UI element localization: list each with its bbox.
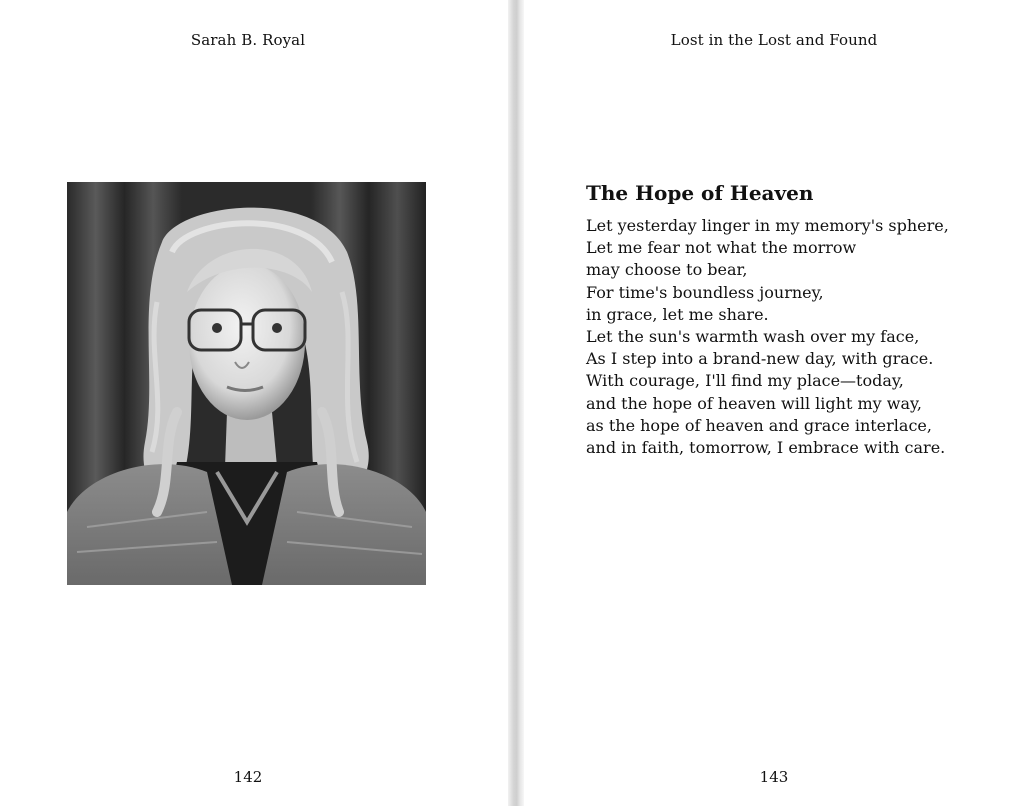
book-gutter: [508, 0, 524, 806]
poem-line: As I step into a brand-new day, with grace.: [586, 349, 934, 369]
poem-line: may choose to bear,: [586, 260, 748, 280]
poem-title: The Hope of Heaven: [586, 181, 814, 205]
poem-body: [586, 215, 949, 459]
page-number-right: 143: [759, 768, 789, 786]
poem-line: For time's boundless journey,: [586, 282, 824, 302]
poem-line: Let the sun's warmth wash over my face,: [586, 327, 920, 347]
poem-line: and the hope of heaven will light my way,: [586, 393, 923, 413]
left-page: [0, 0, 508, 806]
right-page: [524, 0, 1024, 806]
running-head-title: Lost in the Lost and Found: [670, 31, 878, 49]
poem-line: and in faith, tomorrow, I embrace with care.: [586, 438, 946, 458]
page-number-left: 142: [233, 768, 263, 786]
poem-line: Let me fear not what the morrow: [586, 238, 857, 258]
running-head-author: Sarah B. Royal: [190, 31, 306, 49]
poem-line: in grace, let me share.: [586, 304, 769, 324]
poem-line: as the hope of heaven and grace interlace,: [586, 415, 932, 435]
portrait-photo: [67, 182, 426, 585]
portrait-photo-icon: [67, 182, 426, 585]
poem-line: Let yesterday linger in my memory's sphere,: [586, 216, 949, 235]
poem-line: With courage, I'll find my place—today,: [586, 371, 904, 391]
